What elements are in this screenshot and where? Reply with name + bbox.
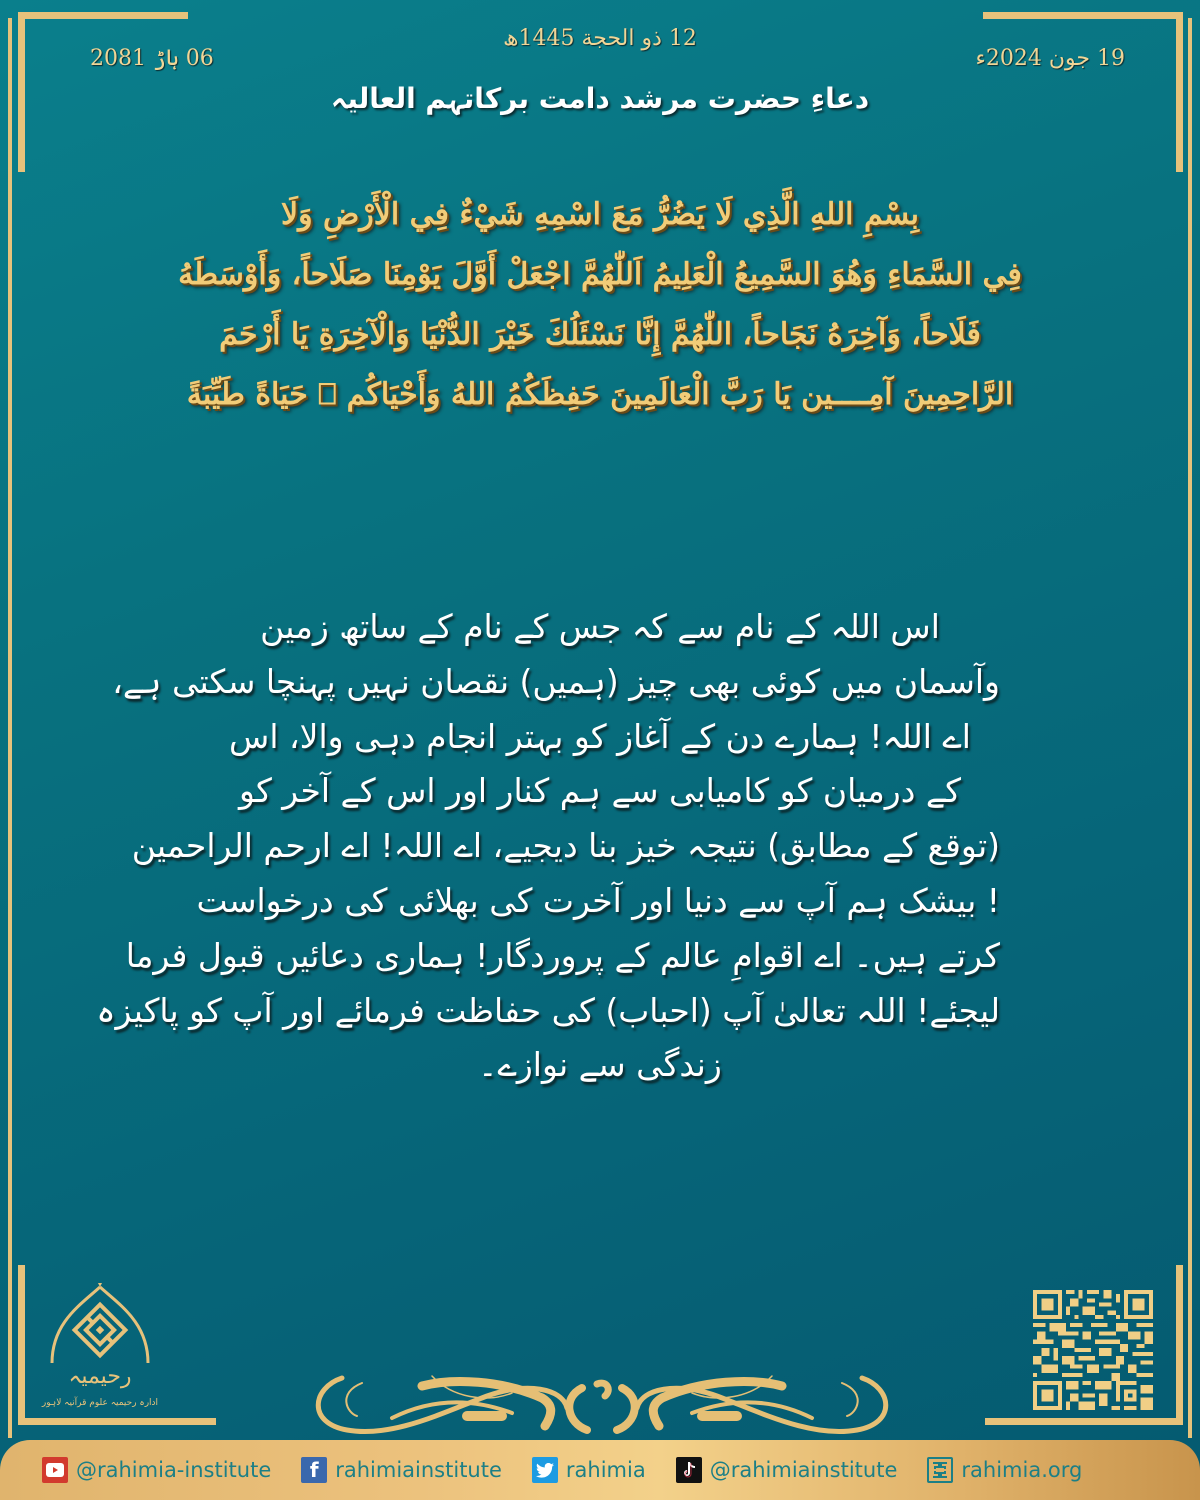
tiktok-icon (676, 1457, 702, 1483)
qr-code-icon (1033, 1290, 1153, 1410)
arabic-dua (95, 185, 1105, 425)
urdu-translation-line: اے اللہ! ہمارے دن کے آغاز کو بہتر انجام دہی والا، اس (229, 716, 971, 756)
social-footer (0, 1440, 1200, 1500)
urdu-translation-line: وآسمان میں کوئی بھی چیز (ہمیں) نقصان نہیں پہنچا سکتی ہے، (112, 661, 1000, 701)
urdu-translation-line: لیجئے! اللہ تعالیٰ آپ (احباب) کی حفاظت فرمائے اور آپ کو پاکیزہ (96, 990, 1000, 1030)
twitter-link[interactable] (532, 1457, 646, 1483)
arabic-dua-line: فِي السَّمَاءِ وَهُوَ السَّمِيعُ الْعَلِيمُ اَللّٰهُمَّ اجْعَلْ أَوَّلَ يَوْمِنَا صَلَاحاً، وَأَوْسَطَهُ (178, 257, 1022, 292)
website-url: rahimia.org (961, 1458, 1083, 1482)
hijri-date: 12 ذو الحجة 1445ھ (503, 26, 697, 51)
gregorian-date: 19 جون 2024ء (975, 46, 1125, 71)
urdu-translation-line: کے درمیان کو کامیابی سے ہم کنار اور اس کے آخر کو (239, 771, 961, 811)
arabic-dua-line: بِسْمِ اللهِ الَّذِي لَا يَضُرُّ مَعَ اسْمِهِ شَيْءٌ فِي الْأَرْضِ وَلَا (280, 197, 920, 232)
page-title: دعاءِ حضرت مرشد دامت برکاتہم العالیہ (330, 82, 870, 115)
qr-code[interactable] (1033, 1290, 1153, 1410)
arabic-dua-line: الرَّاحِمِينَ آمِــــين يَا رَبَّ الْعَالَمِينَ حَفِظَكُمُ اللهُ وَأَحْيَاكُم ⎕ حَيَاةً طَيِّبَةً (186, 377, 1014, 412)
urdu-translation-line: زندگی سے نوازے۔ (478, 1045, 722, 1085)
tiktok-handle: @rahimiainstitute (709, 1458, 898, 1482)
arabic-dua-line: فَلَاحاً، وَآخِرَهُ نَجَاحاً، اللّٰهُمَّ إِنَّا نَسْئَلُكَ خَيْرَ الدُّنْيَا وَالْآخِرَةِ يَا أَرْحَمَ (219, 317, 981, 352)
flourish-ornament-icon (302, 1368, 902, 1438)
facebook-icon: f (301, 1457, 327, 1483)
decorative-flourish (302, 1368, 902, 1438)
urdu-translation-line: اس اللہ کے نام سے کہ جس کے نام کے ساتھ زمین (260, 607, 940, 646)
bikrami-date: 06 ہاڑ 2081 (90, 46, 214, 71)
svg-text:رحیمیہ: رحیمیہ (68, 1364, 132, 1389)
urdu-translation-line: (توقع کے مطابق) نتیجہ خیز بنا دیجیے، اے اللہ! اے ارحم الراحمین (131, 826, 1000, 866)
website-logo-icon (927, 1457, 953, 1483)
youtube-link[interactable] (42, 1457, 271, 1483)
frame-right-line (1188, 18, 1192, 1438)
youtube-icon (42, 1457, 68, 1483)
tiktok-link[interactable] (676, 1457, 898, 1483)
urdu-translation-line: ! بیشک ہم آپ سے دنیا اور آخرت کی بھلائی کی درخواست (196, 880, 1000, 920)
twitter-handle: rahimia (565, 1458, 646, 1482)
frame-left-line (8, 18, 12, 1438)
urdu-translation (96, 600, 1000, 1093)
youtube-handle: @rahimia-institute (76, 1458, 272, 1482)
facebook-link[interactable] (301, 1457, 502, 1483)
facebook-handle: rahimiainstitute (335, 1458, 502, 1482)
urdu-translation-line: کرتے ہیں۔ اے اقوامِ عالم کے پروردگار! ہماری دعائیں قبول فرما (125, 935, 1000, 975)
website-link[interactable] (927, 1457, 1082, 1483)
logo-dome-icon (40, 1283, 160, 1418)
svg-text:ادارہ رحیمیہ علوم قرآنیہ لاہور: ادارہ رحیمیہ علوم قرآنیہ لاہور (41, 1398, 159, 1408)
rahimia-logo (40, 1283, 160, 1418)
twitter-icon (532, 1457, 558, 1483)
